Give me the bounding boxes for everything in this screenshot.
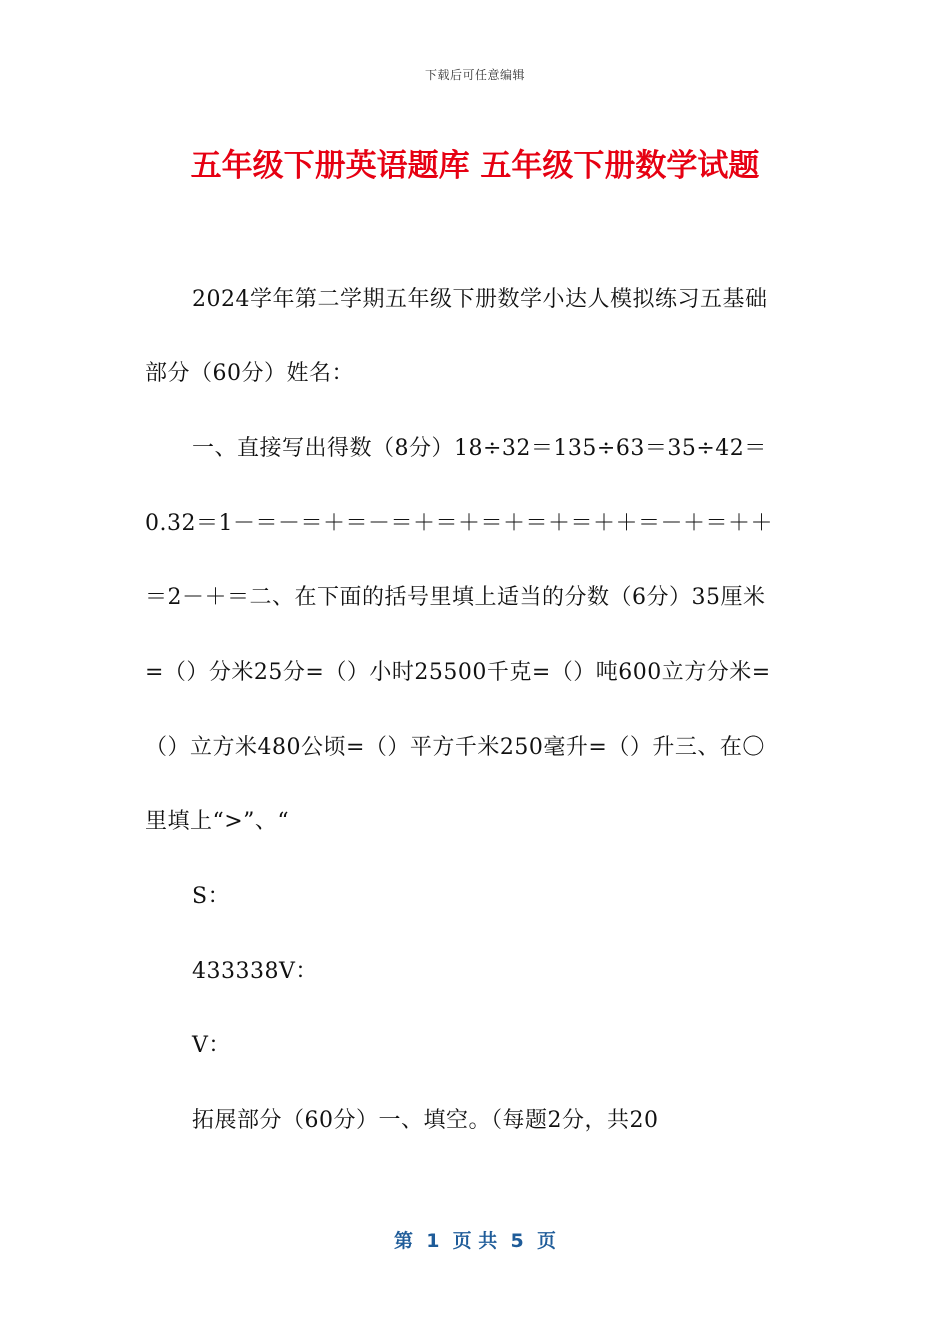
text-line-8: 里填上“>”、“ (145, 809, 290, 834)
text-line-10: 433338V： (192, 959, 318, 984)
page-number-footer: 第 1 页 共 5 页 (394, 1230, 556, 1252)
text-line-7: （）立方米480公顷=（）平方千米250毫升=（）升三、在〇 (145, 735, 765, 760)
text-line-4: 0.32＝1－＝－＝＋＝－＝＋＝＋＝＋＝＋＝＋＋＝－＋＝＋＋ (145, 511, 773, 536)
text-line-11: V： (192, 1033, 231, 1058)
text-line-3: 一、直接写出得数（8分）18÷32＝135÷63＝35÷42＝ (192, 436, 767, 461)
header-note: 下载后可任意编辑 (424, 68, 525, 82)
text-line-1: 2024学年第二学期五年级下册数学小达人模拟练习五基础 (192, 287, 768, 312)
text-line-12: 拓展部分（60分）一、填空。（每题2分，共20 (192, 1108, 659, 1133)
text-line-9: S： (192, 884, 231, 909)
text-line-6: =（）分米25分=（）小时25500千克=（）吨600立方分米= (145, 660, 771, 685)
text-line-2: 部分（60分）姓名： (145, 361, 354, 386)
text-line-5: ＝2－＋＝二、在下面的括号里填上适当的分数（6分）35厘米 (145, 585, 766, 610)
document-title: 五年级下册英语题库 五年级下册数学试题 (190, 148, 760, 184)
